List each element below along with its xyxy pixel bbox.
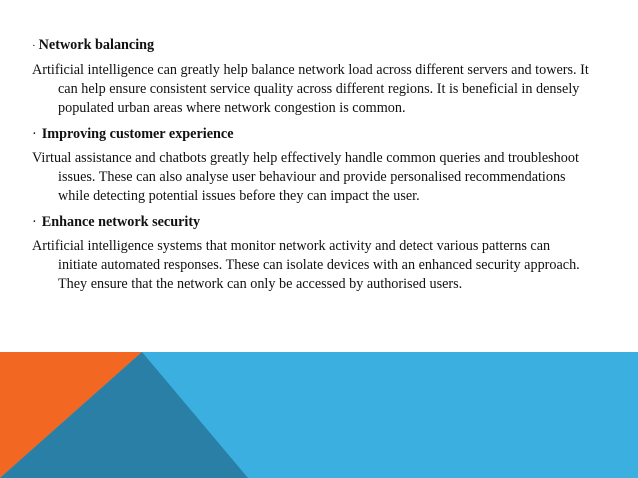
section-body-text: Artificial intelligence can greatly help balance network load across different servers and towers. It can help ensure consistent service quality across different regions. It is beneficial in densely populated urban areas where network congestion is common. <box>32 62 589 116</box>
bullet-dot-icon: · <box>32 214 37 230</box>
section-heading-text: Improving customer experience <box>41 126 234 142</box>
section-heading <box>32 36 592 55</box>
section-heading-text: Enhance network security <box>41 214 201 230</box>
section-body-text: Virtual assistance and chatbots greatly help effectively handle common queries and troubleshoot issues. These can also analyse user behaviour and provide personalised recommendations while detecting potential issues before they can impact the user. <box>32 150 579 204</box>
section-heading <box>32 125 592 143</box>
slide-content <box>32 36 592 301</box>
bullet-dot-icon: · <box>32 40 36 52</box>
section-customer-experience <box>32 125 592 206</box>
section-body-text: Artificial intelligence systems that monitor network activity and detect various patterns can initiate automated responses. These can isolate devices with an enhanced security approach. They ensure that the network can only be accessed by authorised users. <box>32 238 580 292</box>
bullet-dot-icon: · <box>32 126 37 142</box>
section-heading-text: Network balancing <box>38 37 155 53</box>
decorative-footer-shapes <box>0 352 638 478</box>
section-heading <box>32 213 592 231</box>
section-network-security <box>32 213 592 294</box>
section-network-balancing <box>32 36 592 118</box>
